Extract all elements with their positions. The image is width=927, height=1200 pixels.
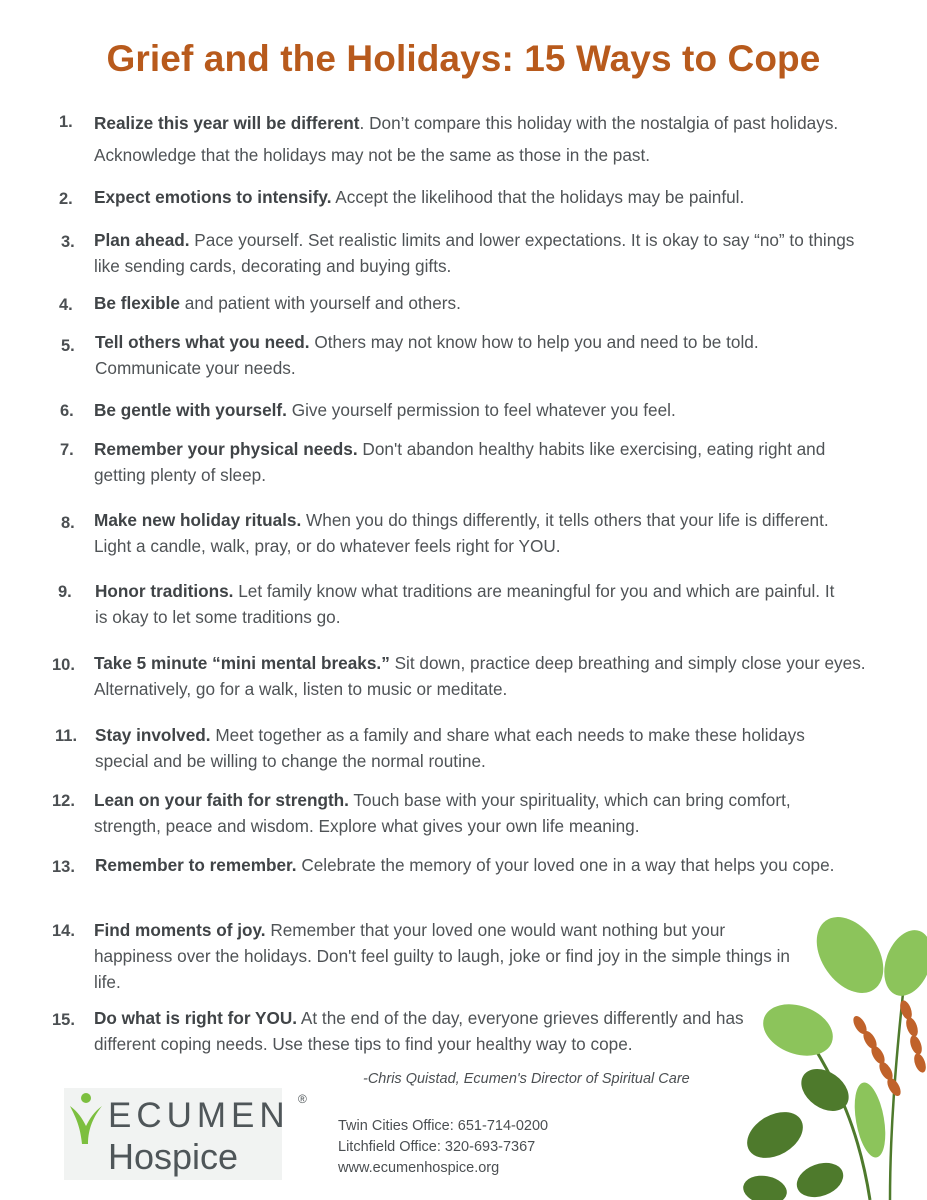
- item-text: [94, 650, 874, 702]
- item-number: 9.: [58, 583, 72, 601]
- item-body: Touch base with your spirituality, which can bring comfort, strength, peace and wisdom. Explore what gives your own life meaning.: [94, 790, 791, 836]
- item-body: Accept the likelihood that the holidays may be painful.: [331, 187, 745, 207]
- item-number: 11.: [55, 727, 78, 745]
- item-number: 6.: [60, 402, 74, 420]
- item-body: Don't abandon healthy habits like exercising, eating right and getting plenty of sleep.: [94, 439, 826, 485]
- logo-subtitle: Hospice: [108, 1136, 239, 1177]
- item-body: Sit down, practice deep breathing and simply close your eyes. Alternatively, go for a walk, listen to music or meditate.: [94, 653, 866, 699]
- item-body: At the end of the day, everyone grieves differently and has different coping needs. Use these tips to find your healthy way to cope.: [94, 1008, 744, 1054]
- item-text: [94, 507, 839, 559]
- person-figure-icon: [66, 1092, 106, 1148]
- item-heading: Do what is right for YOU.: [94, 1008, 298, 1028]
- item-number: 12.: [52, 792, 75, 810]
- item-number: 4.: [59, 296, 73, 314]
- item-body: . Don’t compare this holiday with the nostalgia of past holidays. Acknowledge that the holidays may not be the same as those in the past.: [94, 113, 839, 165]
- item-text: [94, 1005, 764, 1057]
- item-number: 7.: [60, 441, 74, 459]
- item-number: 2.: [59, 190, 73, 208]
- leaves-and-wheat-illustration: [720, 915, 927, 1200]
- item-heading: Plan ahead.: [94, 230, 190, 250]
- contact-info: [338, 1116, 548, 1179]
- item-text: [95, 722, 820, 774]
- item-body: When you do things differently, it tells others that your life is different. Light a candle, walk, pray, or do whatever feels right for YOU.: [94, 510, 829, 556]
- item-body: Meet together as a family and share what each needs to make these holidays special and be willing to change the normal routine.: [95, 725, 805, 771]
- item-body: Give yourself permission to feel whatever you feel.: [286, 400, 676, 420]
- item-text: [95, 852, 865, 878]
- website-link[interactable]: www.ecumenhospice.org: [338, 1160, 500, 1176]
- item-heading: Remember your physical needs.: [94, 439, 358, 459]
- litchfield-phone: Litchfield Office: 320-693-7367: [338, 1139, 536, 1155]
- item-heading: Tell others what you need.: [95, 332, 310, 352]
- item-heading: Lean on your faith for strength.: [94, 790, 349, 810]
- item-heading: Be gentle with yourself.: [94, 400, 287, 420]
- item-text: [94, 227, 864, 279]
- item-number: 10.: [52, 656, 75, 674]
- item-number: 14.: [52, 922, 75, 940]
- item-heading: Honor traditions.: [95, 581, 234, 601]
- item-number: 8.: [61, 514, 75, 532]
- attribution: -Chris Quistad, Ecumen's Director of Spiritual Care: [363, 1071, 690, 1087]
- item-text: [94, 397, 874, 423]
- logo-wordmark: ECUMEN: [108, 1096, 290, 1135]
- item-number: 15.: [52, 1011, 75, 1029]
- item-heading: Realize this year will be different: [94, 113, 360, 133]
- item-heading: Make new holiday rituals.: [94, 510, 302, 530]
- item-body: Others may not know how to help you and need to be told. Communicate your needs.: [95, 332, 759, 378]
- item-number: 1.: [59, 113, 73, 131]
- item-body: Pace yourself. Set realistic limits and lower expectations. It is okay to say “no” to things like sending cards, decorating and buying gifts.: [94, 230, 855, 276]
- item-body: Let family know what traditions are meaningful for you and which are painful. It is okay to let some traditions go.: [95, 581, 835, 627]
- item-heading: Be flexible: [94, 293, 180, 313]
- item-heading: Expect emotions to intensify.: [94, 187, 332, 207]
- item-text: [94, 787, 794, 839]
- item-heading: Remember to remember.: [95, 855, 297, 875]
- item-body: Celebrate the memory of your loved one in a way that helps you cope.: [296, 855, 835, 875]
- item-text: [95, 329, 845, 381]
- item-heading: Find moments of joy.: [94, 920, 266, 940]
- item-text: [94, 107, 854, 171]
- item-heading: Stay involved.: [95, 725, 211, 745]
- page-title: Grief and the Holidays: 15 Ways to Cope: [106, 38, 821, 79]
- item-text: [94, 436, 879, 488]
- item-body: and patient with yourself and others.: [179, 293, 461, 313]
- item-body: Remember that your loved one would want nothing but your happiness over the holidays. Don't feel guilty to laugh, joke or find joy in the simple things in life.: [94, 920, 790, 992]
- item-number: 5.: [61, 337, 75, 355]
- item-text: [94, 184, 874, 210]
- item-heading: Take 5 minute “mini mental breaks.”: [94, 653, 390, 673]
- registered-mark: ®: [298, 1092, 307, 1106]
- ecumen-hospice-logo: [64, 1088, 314, 1180]
- twin-cities-phone: Twin Cities Office: 651-714-0200: [338, 1118, 549, 1134]
- item-text: [94, 917, 794, 995]
- item-text: [95, 578, 840, 630]
- item-number: 13.: [52, 858, 75, 876]
- item-number: 3.: [61, 233, 75, 251]
- item-text: [94, 290, 874, 316]
